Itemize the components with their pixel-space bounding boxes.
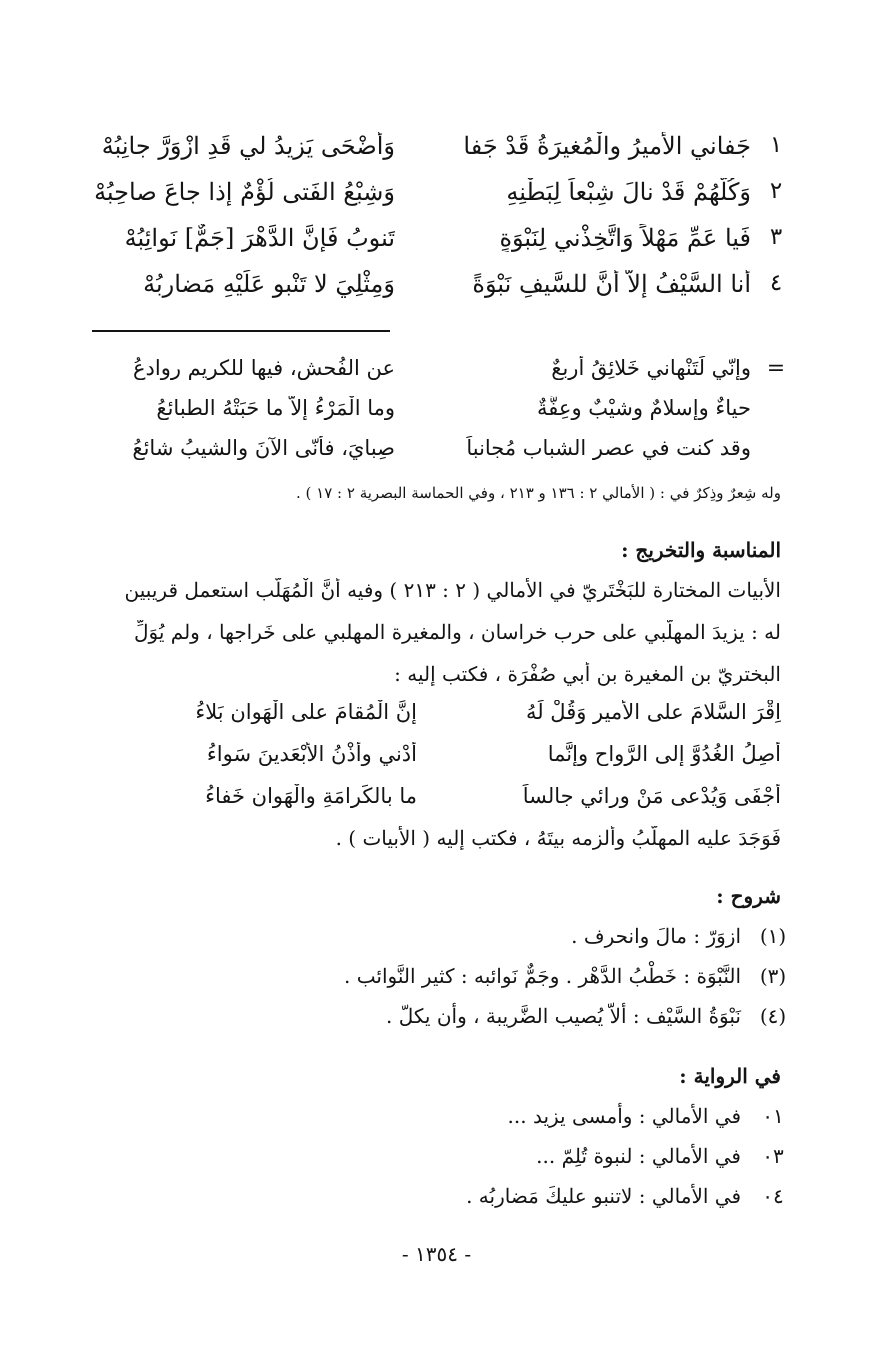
quoted-verse-row xyxy=(0,742,873,782)
item-number: ٠٣ xyxy=(762,1144,784,1168)
list-item xyxy=(0,1104,873,1144)
item-text: النَّبْوَة : خَطْبُ الدَّهْر . وجَمٌّ نَوائبه : كثير النَّوائب . xyxy=(344,964,741,988)
verse-number: ٤ xyxy=(769,270,783,296)
quoted-verse-row xyxy=(0,700,873,740)
verse-first-hemistich: أُجْفَى وَيُدْعى مَنْ ورائي جالساً xyxy=(522,784,781,808)
list-item xyxy=(0,1004,873,1044)
occasion-heading: المناسبة والتخريج : xyxy=(621,538,781,562)
page-number: - ١٣٥٤ - xyxy=(401,1242,472,1266)
verse-second-hemistich: أُدْني وأُذْنُ الأَبْعَدينَ سَواءُ xyxy=(206,742,417,766)
paragraph-line: فَوَجَدَ عليه المهلّبُ وألزمه بيتَهُ ، فكتب إليه ( الأبيات ) . xyxy=(335,826,781,850)
verse-first-hemistich: وَكُلُّهُمْ قَدْ نالَ شِبْعاً لِبَطْنِهِ xyxy=(506,178,751,206)
verse-second-hemistich: وَمِثْلِيَ لا تَنْبو عَلَيْهِ مَضارِبُهْ xyxy=(143,270,395,298)
verse-number: ١ xyxy=(769,132,783,158)
verse-first-hemistich: جَفاني الأَميرُ والْمُغيرَةُ قَدْ جَفا xyxy=(463,132,751,160)
verse-first-hemistich: أَصِلُ الغُدُوَّ إلى الرَّواحِ وإنَّما xyxy=(547,742,781,766)
explanations-heading: شروح : xyxy=(716,884,781,908)
verse-second-hemistich: إنَّ الْمُقامَ على الْهَوانِ بَلاءُ xyxy=(195,700,417,724)
paragraph-line: له : يزيدَ المهلّبي على حرب خراسان ، والمغيرة المهلبي على خَراجها ، ولم يُوَلِّ xyxy=(133,620,781,644)
verse-number: ٣ xyxy=(769,224,783,250)
item-number: (١) xyxy=(759,924,787,948)
verse-number: ٢ xyxy=(769,178,783,204)
item-number: (٤) xyxy=(759,1004,787,1028)
list-item xyxy=(0,1144,873,1184)
verse-first-hemistich: حياءٌ وإسلامٌ وشيْبٌ وعِفَّةٌ xyxy=(537,396,751,420)
verse-second-hemistich: صِبايَ، فأنّى الآنَ والشيبُ شائعُ xyxy=(132,436,395,460)
source-note: وله شِعرٌ وذِكرٌ في : ( الأمالي ٢ : ١٣٦ و ٢١٣ ، وفي الحماسة البصرية ٢ : ١٧ ) . xyxy=(296,484,781,502)
item-text: ازوَرّ : مالَ وانحرف . xyxy=(571,924,741,948)
list-item xyxy=(0,1184,873,1224)
continuation-marker: = xyxy=(766,356,786,381)
paragraph-line: البختريّ بن المغيرة بن أبي صُفْرَة ، فكتب إليه : xyxy=(394,662,781,686)
list-item xyxy=(0,964,873,1004)
verse-first-hemistich: اِقْرَ السَّلامَ على الأمير وَقُلْ لَهُ xyxy=(525,700,781,724)
verse-second-hemistich: وما الْمَرْءُ إلاّ ما حَبَتْهُ الطبائعُ xyxy=(156,396,395,420)
poem xyxy=(0,132,873,316)
verse-first-hemistich: فَيا عَمِّ مَهْلاً وَاتَّخِذْني لِنَبْوَةٍ xyxy=(499,224,751,252)
item-number: ٠٤ xyxy=(762,1184,784,1208)
verse-row xyxy=(0,178,873,224)
paragraph-line: الأبيات المختارة للبَخْتَرِيّ في الأمالي ( ٢ : ٢١٣ ) وفيه أنَّ الْمُهَلَّب استعمل قريبين xyxy=(124,578,781,602)
item-text: في الأمالي : لنبوة تُلِمّ ... xyxy=(536,1144,741,1168)
verse-row xyxy=(0,270,873,316)
verse-first-hemistich: أنا السَّيْفُ إلاَّ أنَّ للسَّيفِ نَبْوَةً xyxy=(472,270,751,298)
verse-row xyxy=(0,224,873,270)
verse-row xyxy=(0,436,873,476)
variants-heading: في الرواية : xyxy=(679,1064,781,1088)
verse-second-hemistich: ما بالكَرامَةِ والْهَوانِ خَفاءُ xyxy=(205,784,417,808)
item-text: نَبْوَةُ السَّيْف : ألاّ يُصيب الضَّريبة ، وأن يكلّ . xyxy=(386,1004,741,1028)
item-number: (٣) xyxy=(759,964,787,988)
footnote-verses xyxy=(0,356,873,476)
item-text: في الأمالي : وأمسى يزيد ... xyxy=(507,1104,741,1128)
verse-first-hemistich: وإنّي لَتَنْهاني خَلائِقُ أربعٌ xyxy=(551,356,751,380)
verse-second-hemistich: تَنوبُ فَإنَّ الدَّهْرَ [جَمٌّ] نَوائِبُهْ xyxy=(124,224,395,252)
verse-first-hemistich: وقد كنت في عصر الشباب مُجانباً xyxy=(466,436,751,460)
quoted-verse-row xyxy=(0,784,873,824)
verse-row xyxy=(0,396,873,436)
item-number: ٠١ xyxy=(762,1104,784,1128)
verse-second-hemistich: وَشِبْعُ الفَتى لُؤْمٌ إذا جاعَ صاحِبُهْ xyxy=(94,178,395,206)
verse-row xyxy=(0,132,873,178)
list-item xyxy=(0,924,873,964)
verse-second-hemistich: وَأَضْحَى يَزيدُ لي قَدِ ازْوَرَّ جانِبُهْ xyxy=(101,132,395,160)
footnote-divider xyxy=(92,330,390,332)
verse-row xyxy=(0,356,873,396)
item-text: في الأمالي : لاتنبو عليكَ مَضاربُه . xyxy=(466,1184,741,1208)
verse-second-hemistich: عن الفُحشِ، فيها للكريم روادعُ xyxy=(133,356,395,380)
